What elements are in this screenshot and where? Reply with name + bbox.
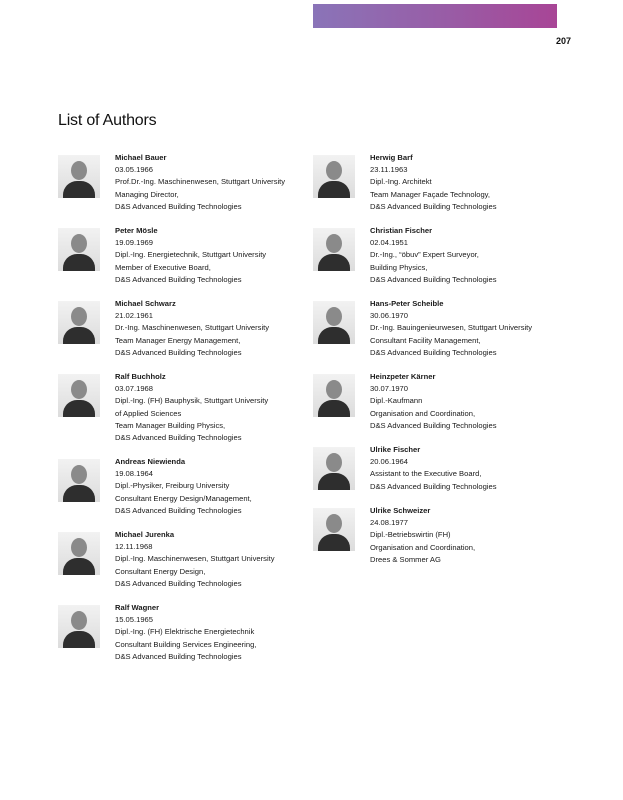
author-birthdate: 24.08.1977	[370, 518, 409, 528]
author-detail: Consultant Facility Management,	[370, 335, 481, 345]
author-detail: D&S Advanced Building Technologies	[370, 201, 497, 211]
author-info	[115, 456, 252, 529]
author-name: Heinzpeter Kärner	[370, 372, 436, 381]
author-detail: D&S Advanced Building Technologies	[115, 201, 242, 211]
author-photo	[313, 374, 355, 417]
author-detail: Organisation and Coordination,	[370, 542, 476, 552]
author-photo	[313, 155, 355, 198]
author-photo	[313, 447, 355, 490]
author-entry	[313, 371, 563, 444]
author-name: Ralf Wagner	[115, 603, 160, 612]
author-info	[115, 371, 268, 456]
author-entry	[313, 505, 563, 578]
author-entry	[313, 444, 563, 505]
author-entry	[313, 152, 563, 225]
author-info	[370, 152, 497, 225]
author-birthdate: 15.05.1965	[115, 615, 154, 625]
author-detail: Dipl.-Physiker, Freiburg University	[115, 481, 230, 491]
author-photo	[313, 228, 355, 271]
author-detail: Team Manager Energy Management,	[115, 335, 241, 345]
author-photo	[58, 374, 100, 417]
header-color-bar	[313, 4, 557, 28]
author-name: Michael Jurenka	[115, 530, 175, 539]
author-info	[115, 529, 275, 602]
author-detail: Dipl.-Ing. Maschinenwesen, Stuttgart University	[115, 554, 275, 564]
author-info	[115, 225, 266, 298]
author-entry	[58, 298, 308, 371]
author-detail: D&S Advanced Building Technologies	[115, 433, 242, 443]
author-photo	[58, 155, 100, 198]
author-name: Hans-Peter Scheible	[370, 299, 444, 308]
author-detail: Dipl.-Kaufmann	[370, 396, 423, 406]
author-birthdate: 02.04.1951	[370, 238, 409, 248]
author-entry	[58, 225, 308, 298]
author-info	[370, 505, 475, 578]
author-info	[115, 152, 285, 225]
author-detail: Prof.Dr.-Ing. Maschinenwesen, Stuttgart University	[115, 177, 286, 187]
author-detail: D&S Advanced Building Technologies	[115, 651, 242, 661]
author-name: Christian Fischer	[370, 226, 433, 235]
author-entry	[58, 371, 308, 456]
author-entry	[58, 152, 308, 225]
author-birthdate: 23.11.1963	[370, 165, 408, 175]
author-birthdate: 03.05.1966	[115, 165, 154, 175]
author-info	[115, 298, 269, 371]
author-detail: Organisation and Coordination,	[370, 408, 476, 418]
author-detail: Dipl.-Ing. Architekt	[370, 177, 432, 187]
author-name: Andreas Niewienda	[115, 457, 186, 466]
author-info	[370, 225, 497, 298]
author-detail: Dipl.-Ing. (FH) Elektrische Energietechnik	[115, 627, 255, 637]
author-detail: of Applied Sciences	[115, 408, 182, 418]
author-detail: Dr.-Ing. Bauingenieurwesen, Stuttgart University	[370, 323, 533, 333]
author-name: Ulrike Schweizer	[370, 506, 431, 515]
author-detail: Team Manager Façade Technology,	[370, 189, 491, 199]
author-photo	[313, 301, 355, 344]
author-detail: Dr.-Ing., “öbuv” Expert Surveyor,	[370, 250, 479, 260]
author-name: Ulrike Fischer	[370, 445, 421, 454]
author-detail: Drees & Sommer AG	[370, 554, 441, 564]
author-photo	[313, 508, 355, 551]
author-detail: D&S Advanced Building Technologies	[115, 347, 242, 357]
author-detail: Dipl.-Ing. (FH) Bauphysik, Stuttgart University	[115, 396, 269, 406]
author-entry	[313, 225, 563, 298]
author-entry	[58, 602, 308, 675]
author-detail: Managing Director,	[115, 189, 179, 199]
author-detail: Dipl.-Ing. Energietechnik, Stuttgart University	[115, 250, 267, 260]
author-info	[370, 444, 497, 505]
author-name: Herwig Barf	[370, 153, 413, 162]
author-detail: Member of Executive Board,	[115, 262, 211, 272]
author-detail: D&S Advanced Building Technologies	[370, 420, 497, 430]
author-detail: Consultant Building Services Engineering,	[115, 639, 257, 649]
page-title: List of Authors	[58, 112, 157, 129]
author-info	[370, 298, 532, 371]
authors-left-column	[58, 152, 308, 675]
authors-right-column	[313, 152, 563, 578]
author-birthdate: 12.11.1968	[115, 542, 153, 552]
author-name: Peter Mösle	[115, 226, 158, 235]
author-detail: D&S Advanced Building Technologies	[115, 578, 242, 588]
author-name: Ralf Buchholz	[115, 372, 166, 381]
author-name: Michael Schwarz	[115, 299, 176, 308]
page-number: 207	[556, 36, 572, 46]
author-photo	[58, 459, 100, 502]
author-detail: D&S Advanced Building Technologies	[115, 274, 242, 284]
author-detail: D&S Advanced Building Technologies	[370, 274, 497, 284]
author-info	[370, 371, 497, 444]
author-birthdate: 03.07.1968	[115, 384, 154, 394]
author-name: Michael Bauer	[115, 153, 167, 162]
author-detail: Assistant to the Executive Board,	[370, 469, 482, 479]
author-info	[115, 602, 256, 675]
author-photo	[58, 228, 100, 271]
author-birthdate: 30.07.1970	[370, 384, 409, 394]
author-detail: Consultant Energy Design/Management,	[115, 493, 252, 503]
author-detail: D&S Advanced Building Technologies	[370, 347, 497, 357]
author-detail: D&S Advanced Building Technologies	[370, 481, 497, 491]
author-detail: D&S Advanced Building Technologies	[115, 505, 242, 515]
author-entry	[58, 456, 308, 529]
author-birthdate: 19.08.1964	[115, 469, 154, 479]
author-entry	[58, 529, 308, 602]
author-birthdate: 21.02.1961	[115, 311, 154, 321]
author-photo	[58, 301, 100, 344]
author-birthdate: 19.09.1969	[115, 238, 154, 248]
author-detail: Dipl.-Betriebswirtin (FH)	[370, 530, 451, 540]
author-entry	[313, 298, 563, 371]
author-photo	[58, 605, 100, 648]
author-detail: Building Physics,	[370, 262, 428, 272]
author-detail: Team Manager Building Physics,	[115, 420, 226, 430]
author-birthdate: 30.06.1970	[370, 311, 409, 321]
author-birthdate: 20.06.1964	[370, 457, 409, 467]
author-photo	[58, 532, 100, 575]
author-detail: Dr.-Ing. Maschinenwesen, Stuttgart University	[115, 323, 270, 333]
author-detail: Consultant Energy Design,	[115, 566, 206, 576]
